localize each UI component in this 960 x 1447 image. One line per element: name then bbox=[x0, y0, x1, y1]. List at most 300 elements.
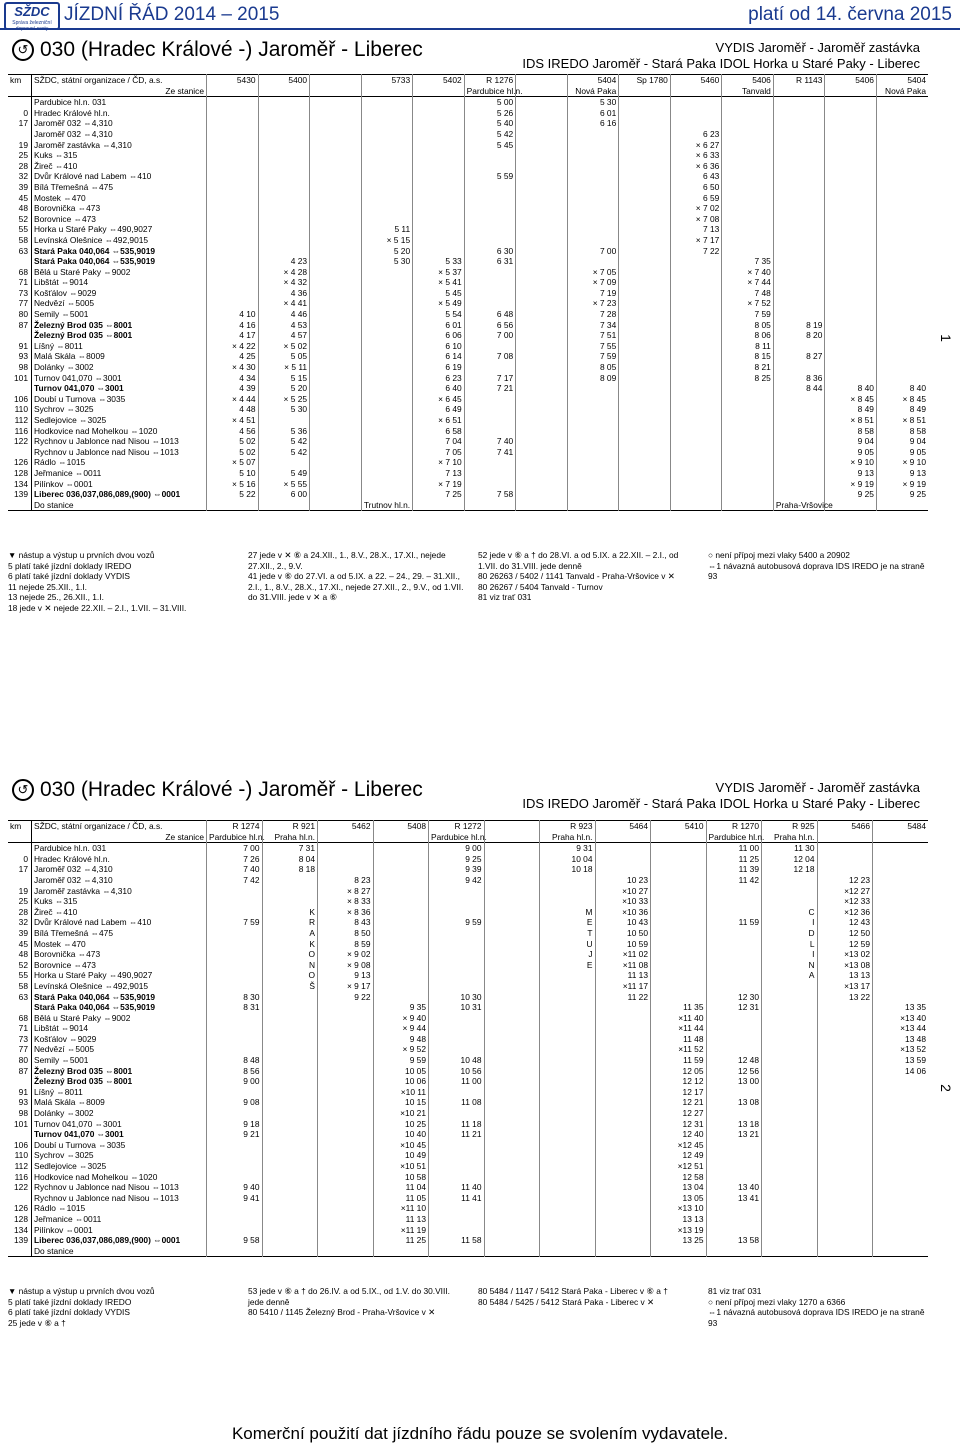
km-value: 126 bbox=[14, 1203, 28, 1214]
departure-time: 8 05 bbox=[567, 362, 619, 373]
departure-time bbox=[262, 896, 318, 907]
departure-time bbox=[873, 917, 929, 928]
departure-time bbox=[817, 1087, 873, 1098]
km-value: 19 bbox=[18, 885, 28, 896]
departure-time: 13 41 bbox=[706, 1193, 762, 1204]
departure-time: ×12 33 bbox=[817, 896, 873, 907]
departure-time bbox=[651, 886, 707, 897]
departure-time bbox=[773, 224, 825, 235]
departure-time bbox=[567, 489, 619, 500]
timetable-row bbox=[8, 1235, 928, 1246]
station-name: Mostek ⇔470 bbox=[32, 939, 207, 950]
km-value: 28 bbox=[18, 160, 28, 171]
route-arrow-icon: ↺ bbox=[12, 779, 34, 801]
station-name: Jaroměř 032 ⇔4,310 bbox=[32, 875, 207, 886]
departure-time: 12 17 bbox=[651, 1087, 707, 1098]
departure-time bbox=[762, 1225, 818, 1236]
note-item: 18 jede v ✕ nejede 22.XII. – 2.I., 1.VII. – 31.VIII. bbox=[8, 602, 187, 613]
departure-time bbox=[670, 330, 722, 341]
departure-time bbox=[762, 1087, 818, 1098]
departure-time bbox=[773, 214, 825, 225]
departure-time bbox=[873, 1076, 929, 1087]
station-name: Malá Skála ⇔8009 bbox=[32, 1097, 207, 1108]
departure-time bbox=[595, 1140, 651, 1151]
departure-time bbox=[619, 468, 671, 479]
departure-time bbox=[595, 1087, 651, 1098]
departure-time bbox=[207, 298, 259, 309]
km-value bbox=[8, 330, 32, 341]
departure-time bbox=[567, 203, 619, 214]
departure-time bbox=[310, 97, 362, 108]
departure-time: 12 59 bbox=[817, 939, 873, 950]
timetable-row bbox=[8, 970, 928, 981]
departure-time: 7 59 bbox=[722, 309, 774, 320]
km-value bbox=[8, 875, 32, 886]
from-station bbox=[361, 86, 413, 97]
departure-time: 10 40 bbox=[373, 1129, 429, 1140]
departure-time bbox=[361, 404, 413, 415]
departure-time bbox=[762, 1013, 818, 1024]
departure-time bbox=[825, 235, 877, 246]
departure-time bbox=[619, 394, 671, 405]
departure-time bbox=[318, 1023, 374, 1034]
departure-time bbox=[817, 843, 873, 854]
timetable-row bbox=[8, 426, 928, 437]
notes-1 bbox=[8, 550, 928, 620]
departure-time bbox=[567, 404, 619, 415]
station-name: Sychrov ⇔3025 bbox=[32, 404, 207, 415]
departure-time bbox=[464, 426, 516, 437]
departure-time: × 7 19 bbox=[413, 479, 465, 490]
station-name: Nedvězí ⇔5005 bbox=[32, 1044, 207, 1055]
departure-time bbox=[619, 108, 671, 119]
departure-time bbox=[722, 415, 774, 426]
timetable-row bbox=[8, 351, 928, 362]
departure-time bbox=[262, 1161, 318, 1172]
departure-time: × 8 51 bbox=[876, 415, 928, 426]
departure-time bbox=[484, 1087, 540, 1098]
departure-time: 11 59 bbox=[651, 1055, 707, 1066]
departure-time: ×11 10 bbox=[373, 1203, 429, 1214]
departure-time bbox=[484, 1161, 540, 1172]
departure-time bbox=[773, 489, 825, 500]
departure-time bbox=[429, 1172, 485, 1183]
train-number: R 923 bbox=[540, 821, 596, 832]
km-value: 122 bbox=[14, 1182, 28, 1193]
timetable-row bbox=[8, 1055, 928, 1066]
departure-time bbox=[651, 896, 707, 907]
departure-time bbox=[207, 939, 263, 950]
station-name: Žireč ⇔410 bbox=[32, 161, 207, 172]
departure-time bbox=[413, 203, 465, 214]
departure-time: K bbox=[262, 907, 318, 918]
from-station bbox=[413, 86, 465, 97]
departure-time bbox=[773, 436, 825, 447]
departure-time bbox=[373, 854, 429, 865]
departure-time bbox=[464, 288, 516, 299]
km-value: 73 bbox=[18, 1033, 28, 1044]
departure-time bbox=[373, 886, 429, 897]
departure-time bbox=[361, 277, 413, 288]
departure-time: 8 23 bbox=[318, 875, 374, 886]
from-station bbox=[207, 86, 259, 97]
departure-time: 8 15 bbox=[722, 351, 774, 362]
km-value: 73 bbox=[18, 287, 28, 298]
departure-time bbox=[310, 182, 362, 193]
departure-time: 10 06 bbox=[373, 1076, 429, 1087]
departure-time bbox=[595, 1044, 651, 1055]
from-station: Praha hl.n. bbox=[262, 832, 318, 843]
departure-time bbox=[310, 214, 362, 225]
departure-time: 7 34 bbox=[567, 320, 619, 331]
km-value: 91 bbox=[18, 1086, 28, 1097]
departure-time bbox=[773, 415, 825, 426]
notes-column bbox=[8, 550, 228, 614]
departure-time: 5 20 bbox=[258, 383, 310, 394]
station-name: Hodkovice nad Mohelkou ⇔1020 bbox=[32, 426, 207, 437]
departure-time bbox=[873, 1246, 929, 1257]
station-name: Semily ⇔5001 bbox=[32, 309, 207, 320]
departure-time: × 7 10 bbox=[413, 457, 465, 468]
departure-time bbox=[207, 235, 259, 246]
departure-time bbox=[540, 1119, 596, 1130]
departure-time: 9 25 bbox=[876, 489, 928, 500]
departure-time: 9 08 bbox=[207, 1097, 263, 1108]
km-value: 55 bbox=[18, 970, 28, 981]
km-value: 52 bbox=[18, 213, 28, 224]
departure-time: 12 05 bbox=[651, 1066, 707, 1077]
km-value: 25 bbox=[18, 896, 28, 907]
departure-time bbox=[706, 1161, 762, 1172]
departure-time: × 7 23 bbox=[567, 298, 619, 309]
departure-time bbox=[540, 1087, 596, 1098]
train-number: 5460 bbox=[670, 75, 722, 86]
timetable-row bbox=[8, 1129, 928, 1140]
note-item: 80 26263 / 5402 / 1141 Tanvald - Praha-Vršovice v ✕ bbox=[478, 571, 675, 582]
departure-time: × 4 28 bbox=[258, 267, 310, 278]
departure-time bbox=[876, 108, 928, 119]
departure-time bbox=[207, 140, 259, 151]
departure-time bbox=[262, 1193, 318, 1204]
departure-time bbox=[310, 246, 362, 257]
departure-time bbox=[540, 1034, 596, 1045]
from-station bbox=[651, 832, 707, 843]
from-station bbox=[484, 832, 540, 843]
departure-time bbox=[310, 150, 362, 161]
departure-time bbox=[484, 981, 540, 992]
station-name: Dvůr Králové nad Labem ⇔410 bbox=[32, 171, 207, 182]
departure-time bbox=[540, 1203, 596, 1214]
departure-time bbox=[516, 436, 568, 447]
departure-time: 5 05 bbox=[258, 351, 310, 362]
km-value bbox=[8, 447, 32, 458]
departure-time: 11 22 bbox=[595, 992, 651, 1003]
departure-time bbox=[619, 193, 671, 204]
departure-time bbox=[595, 1034, 651, 1045]
departure-time bbox=[262, 1119, 318, 1130]
timetable-2 bbox=[8, 820, 928, 1257]
timetable-row bbox=[8, 330, 928, 341]
km-value bbox=[8, 1246, 32, 1257]
timetable-row bbox=[8, 298, 928, 309]
departure-time bbox=[817, 854, 873, 865]
departure-time bbox=[825, 140, 877, 151]
departure-time: 5 02 bbox=[207, 447, 259, 458]
departure-time: N bbox=[262, 960, 318, 971]
departure-time bbox=[876, 214, 928, 225]
departure-time bbox=[825, 129, 877, 140]
departure-time bbox=[722, 479, 774, 490]
from-station bbox=[373, 832, 429, 843]
departure-time bbox=[825, 351, 877, 362]
departure-time bbox=[361, 436, 413, 447]
departure-time bbox=[310, 468, 362, 479]
departure-time bbox=[876, 97, 928, 108]
departure-time bbox=[773, 193, 825, 204]
departure-time bbox=[310, 500, 362, 511]
departure-time bbox=[318, 1044, 374, 1055]
departure-time bbox=[429, 1044, 485, 1055]
departure-time: 7 40 bbox=[464, 436, 516, 447]
departure-time bbox=[413, 193, 465, 204]
departure-time: 11 21 bbox=[429, 1129, 485, 1140]
km-label: km bbox=[10, 75, 22, 85]
departure-time bbox=[817, 1076, 873, 1087]
departure-time bbox=[310, 129, 362, 140]
departure-time bbox=[464, 362, 516, 373]
departure-time bbox=[318, 1172, 374, 1183]
departure-time bbox=[361, 468, 413, 479]
validity-date: platí od 14. června 2015 bbox=[748, 4, 952, 25]
departure-time bbox=[876, 182, 928, 193]
departure-time bbox=[373, 960, 429, 971]
departure-time bbox=[722, 108, 774, 119]
station-name: Kuks ⇔315 bbox=[32, 150, 207, 161]
departure-time bbox=[619, 362, 671, 373]
departure-time bbox=[876, 277, 928, 288]
km-value: 93 bbox=[18, 1097, 28, 1108]
departure-time bbox=[310, 193, 362, 204]
departure-time bbox=[540, 1225, 596, 1236]
departure-time: 5 42 bbox=[258, 436, 310, 447]
departure-time bbox=[413, 140, 465, 151]
departure-time: 7 51 bbox=[567, 330, 619, 341]
timetable-row bbox=[8, 1150, 928, 1161]
departure-time bbox=[825, 330, 877, 341]
departure-time: × 5 49 bbox=[413, 298, 465, 309]
departure-time bbox=[413, 97, 465, 108]
departure-time: 7 00 bbox=[464, 330, 516, 341]
departure-time bbox=[429, 1225, 485, 1236]
departure-time bbox=[619, 309, 671, 320]
train-number: 5466 bbox=[817, 821, 873, 832]
departure-time: 6 40 bbox=[413, 383, 465, 394]
departure-time bbox=[773, 309, 825, 320]
timetable-row bbox=[8, 928, 928, 939]
km-value bbox=[8, 1002, 32, 1013]
km-value: 45 bbox=[18, 192, 28, 203]
km-value bbox=[8, 1129, 32, 1140]
departure-time: × 8 45 bbox=[876, 394, 928, 405]
departure-time: I bbox=[762, 949, 818, 960]
departure-time bbox=[540, 970, 596, 981]
departure-time bbox=[310, 394, 362, 405]
departure-time bbox=[540, 1013, 596, 1024]
departure-time: A bbox=[262, 928, 318, 939]
departure-time bbox=[361, 489, 413, 500]
departure-time: × 9 02 bbox=[318, 949, 374, 960]
departure-time bbox=[310, 224, 362, 235]
departure-time: 8 48 bbox=[207, 1055, 263, 1066]
km-value: 32 bbox=[18, 171, 28, 182]
departure-time bbox=[361, 383, 413, 394]
departure-time bbox=[540, 1055, 596, 1066]
departure-time bbox=[310, 457, 362, 468]
station-name: Bílá Třemešná ⇔475 bbox=[32, 182, 207, 193]
station-name: Dvůr Králové nad Labem ⇔410 bbox=[32, 917, 207, 928]
departure-time bbox=[595, 1097, 651, 1108]
departure-time bbox=[310, 288, 362, 299]
departure-time bbox=[484, 1076, 540, 1087]
departure-time bbox=[817, 1119, 873, 1130]
departure-time bbox=[706, 1140, 762, 1151]
departure-time: × 5 11 bbox=[258, 362, 310, 373]
departure-time bbox=[595, 1235, 651, 1246]
departure-time bbox=[464, 298, 516, 309]
departure-time: 10 58 bbox=[373, 1172, 429, 1183]
note-item: 27 jede v ✕ ⑥ a 24.XII., 1., 8.V., 28.X., 17.XI., nejede 27.XII., 2., 9.V. bbox=[248, 550, 446, 571]
departure-time bbox=[262, 1150, 318, 1161]
departure-time: 6 59 bbox=[670, 193, 722, 204]
departure-time bbox=[516, 457, 568, 468]
departure-time: ×13 44 bbox=[873, 1023, 929, 1034]
km-value: 25 bbox=[18, 150, 28, 161]
station-name: Do stanice bbox=[32, 1246, 207, 1257]
departure-time bbox=[773, 394, 825, 405]
from-station-label: Ze stanice bbox=[32, 86, 207, 97]
departure-time bbox=[762, 875, 818, 886]
notes-column bbox=[708, 550, 928, 582]
departure-time bbox=[595, 1150, 651, 1161]
departure-time: × 7 44 bbox=[722, 277, 774, 288]
departure-time: 13 40 bbox=[706, 1182, 762, 1193]
timetable-row bbox=[8, 320, 928, 331]
from-station: Pardubice hl.n. bbox=[429, 832, 485, 843]
departure-time bbox=[773, 150, 825, 161]
departure-time bbox=[318, 1140, 374, 1151]
departure-time bbox=[670, 108, 722, 119]
departure-time bbox=[825, 362, 877, 373]
departure-time bbox=[619, 457, 671, 468]
station-name: Mostek ⇔470 bbox=[32, 193, 207, 204]
departure-time bbox=[670, 383, 722, 394]
departure-time: 10 59 bbox=[595, 939, 651, 950]
departure-time bbox=[484, 1097, 540, 1108]
departure-time bbox=[540, 1129, 596, 1140]
departure-time bbox=[595, 843, 651, 854]
departure-time bbox=[762, 1097, 818, 1108]
timetable-row bbox=[8, 267, 928, 278]
departure-time bbox=[262, 1087, 318, 1098]
timetable-row bbox=[8, 150, 928, 161]
departure-time: ×13 02 bbox=[817, 949, 873, 960]
note-item: 80 5410 / 1145 Železný Brod - Praha-Vršovice v ✕ bbox=[248, 1307, 436, 1318]
departure-time bbox=[318, 1097, 374, 1108]
departure-time bbox=[318, 1193, 374, 1204]
departure-time bbox=[873, 1108, 929, 1119]
km-value: 122 bbox=[14, 436, 28, 447]
departure-time bbox=[516, 373, 568, 384]
departure-time bbox=[413, 150, 465, 161]
departure-time: 6 31 bbox=[464, 256, 516, 267]
from-station bbox=[516, 86, 568, 97]
departure-time: 8 30 bbox=[207, 992, 263, 1003]
timetable-row bbox=[8, 960, 928, 971]
departure-time bbox=[817, 1203, 873, 1214]
train-number: Sp 1780 bbox=[619, 75, 671, 86]
departure-time: 9 00 bbox=[207, 1076, 263, 1087]
departure-time bbox=[722, 129, 774, 140]
km-label: km bbox=[10, 821, 22, 831]
departure-time bbox=[540, 1214, 596, 1225]
departure-time: ×10 36 bbox=[595, 907, 651, 918]
departure-time bbox=[429, 981, 485, 992]
departure-time bbox=[825, 267, 877, 278]
departure-time bbox=[318, 1150, 374, 1161]
departure-time bbox=[876, 193, 928, 204]
timetable-row bbox=[8, 140, 928, 151]
departure-time bbox=[619, 224, 671, 235]
departure-time bbox=[817, 1129, 873, 1140]
departure-time bbox=[619, 415, 671, 426]
km-value: 45 bbox=[18, 938, 28, 949]
departure-time: ×11 19 bbox=[373, 1225, 429, 1236]
departure-time: 11 04 bbox=[373, 1182, 429, 1193]
departure-time bbox=[873, 875, 929, 886]
departure-time: 6 49 bbox=[413, 404, 465, 415]
departure-time bbox=[310, 436, 362, 447]
departure-time bbox=[619, 182, 671, 193]
departure-time bbox=[595, 1129, 651, 1140]
departure-time bbox=[595, 1193, 651, 1204]
operator-label: SŽDC, státní organizace / ČD, a.s. bbox=[32, 75, 207, 86]
departure-time: 5 59 bbox=[464, 171, 516, 182]
km-value: 134 bbox=[14, 1224, 28, 1235]
departure-time: 8 58 bbox=[825, 426, 877, 437]
km-value: 68 bbox=[18, 266, 28, 277]
departure-time bbox=[262, 1225, 318, 1236]
departure-time bbox=[207, 193, 259, 204]
departure-time: ×13 08 bbox=[817, 960, 873, 971]
departure-time bbox=[361, 267, 413, 278]
train-number: 5430 bbox=[207, 75, 259, 86]
departure-time bbox=[429, 960, 485, 971]
departure-time bbox=[373, 864, 429, 875]
km-value: 71 bbox=[18, 277, 28, 288]
km-value bbox=[8, 129, 32, 140]
departure-time: 6 56 bbox=[464, 320, 516, 331]
station-name: Kuks ⇔315 bbox=[32, 896, 207, 907]
departure-time bbox=[262, 1182, 318, 1193]
departure-time: 8 20 bbox=[773, 330, 825, 341]
departure-time bbox=[429, 1034, 485, 1045]
departure-time bbox=[670, 341, 722, 352]
departure-time bbox=[361, 479, 413, 490]
departure-time bbox=[310, 426, 362, 437]
departure-time: D bbox=[762, 928, 818, 939]
departure-time bbox=[825, 298, 877, 309]
departure-time bbox=[619, 129, 671, 140]
